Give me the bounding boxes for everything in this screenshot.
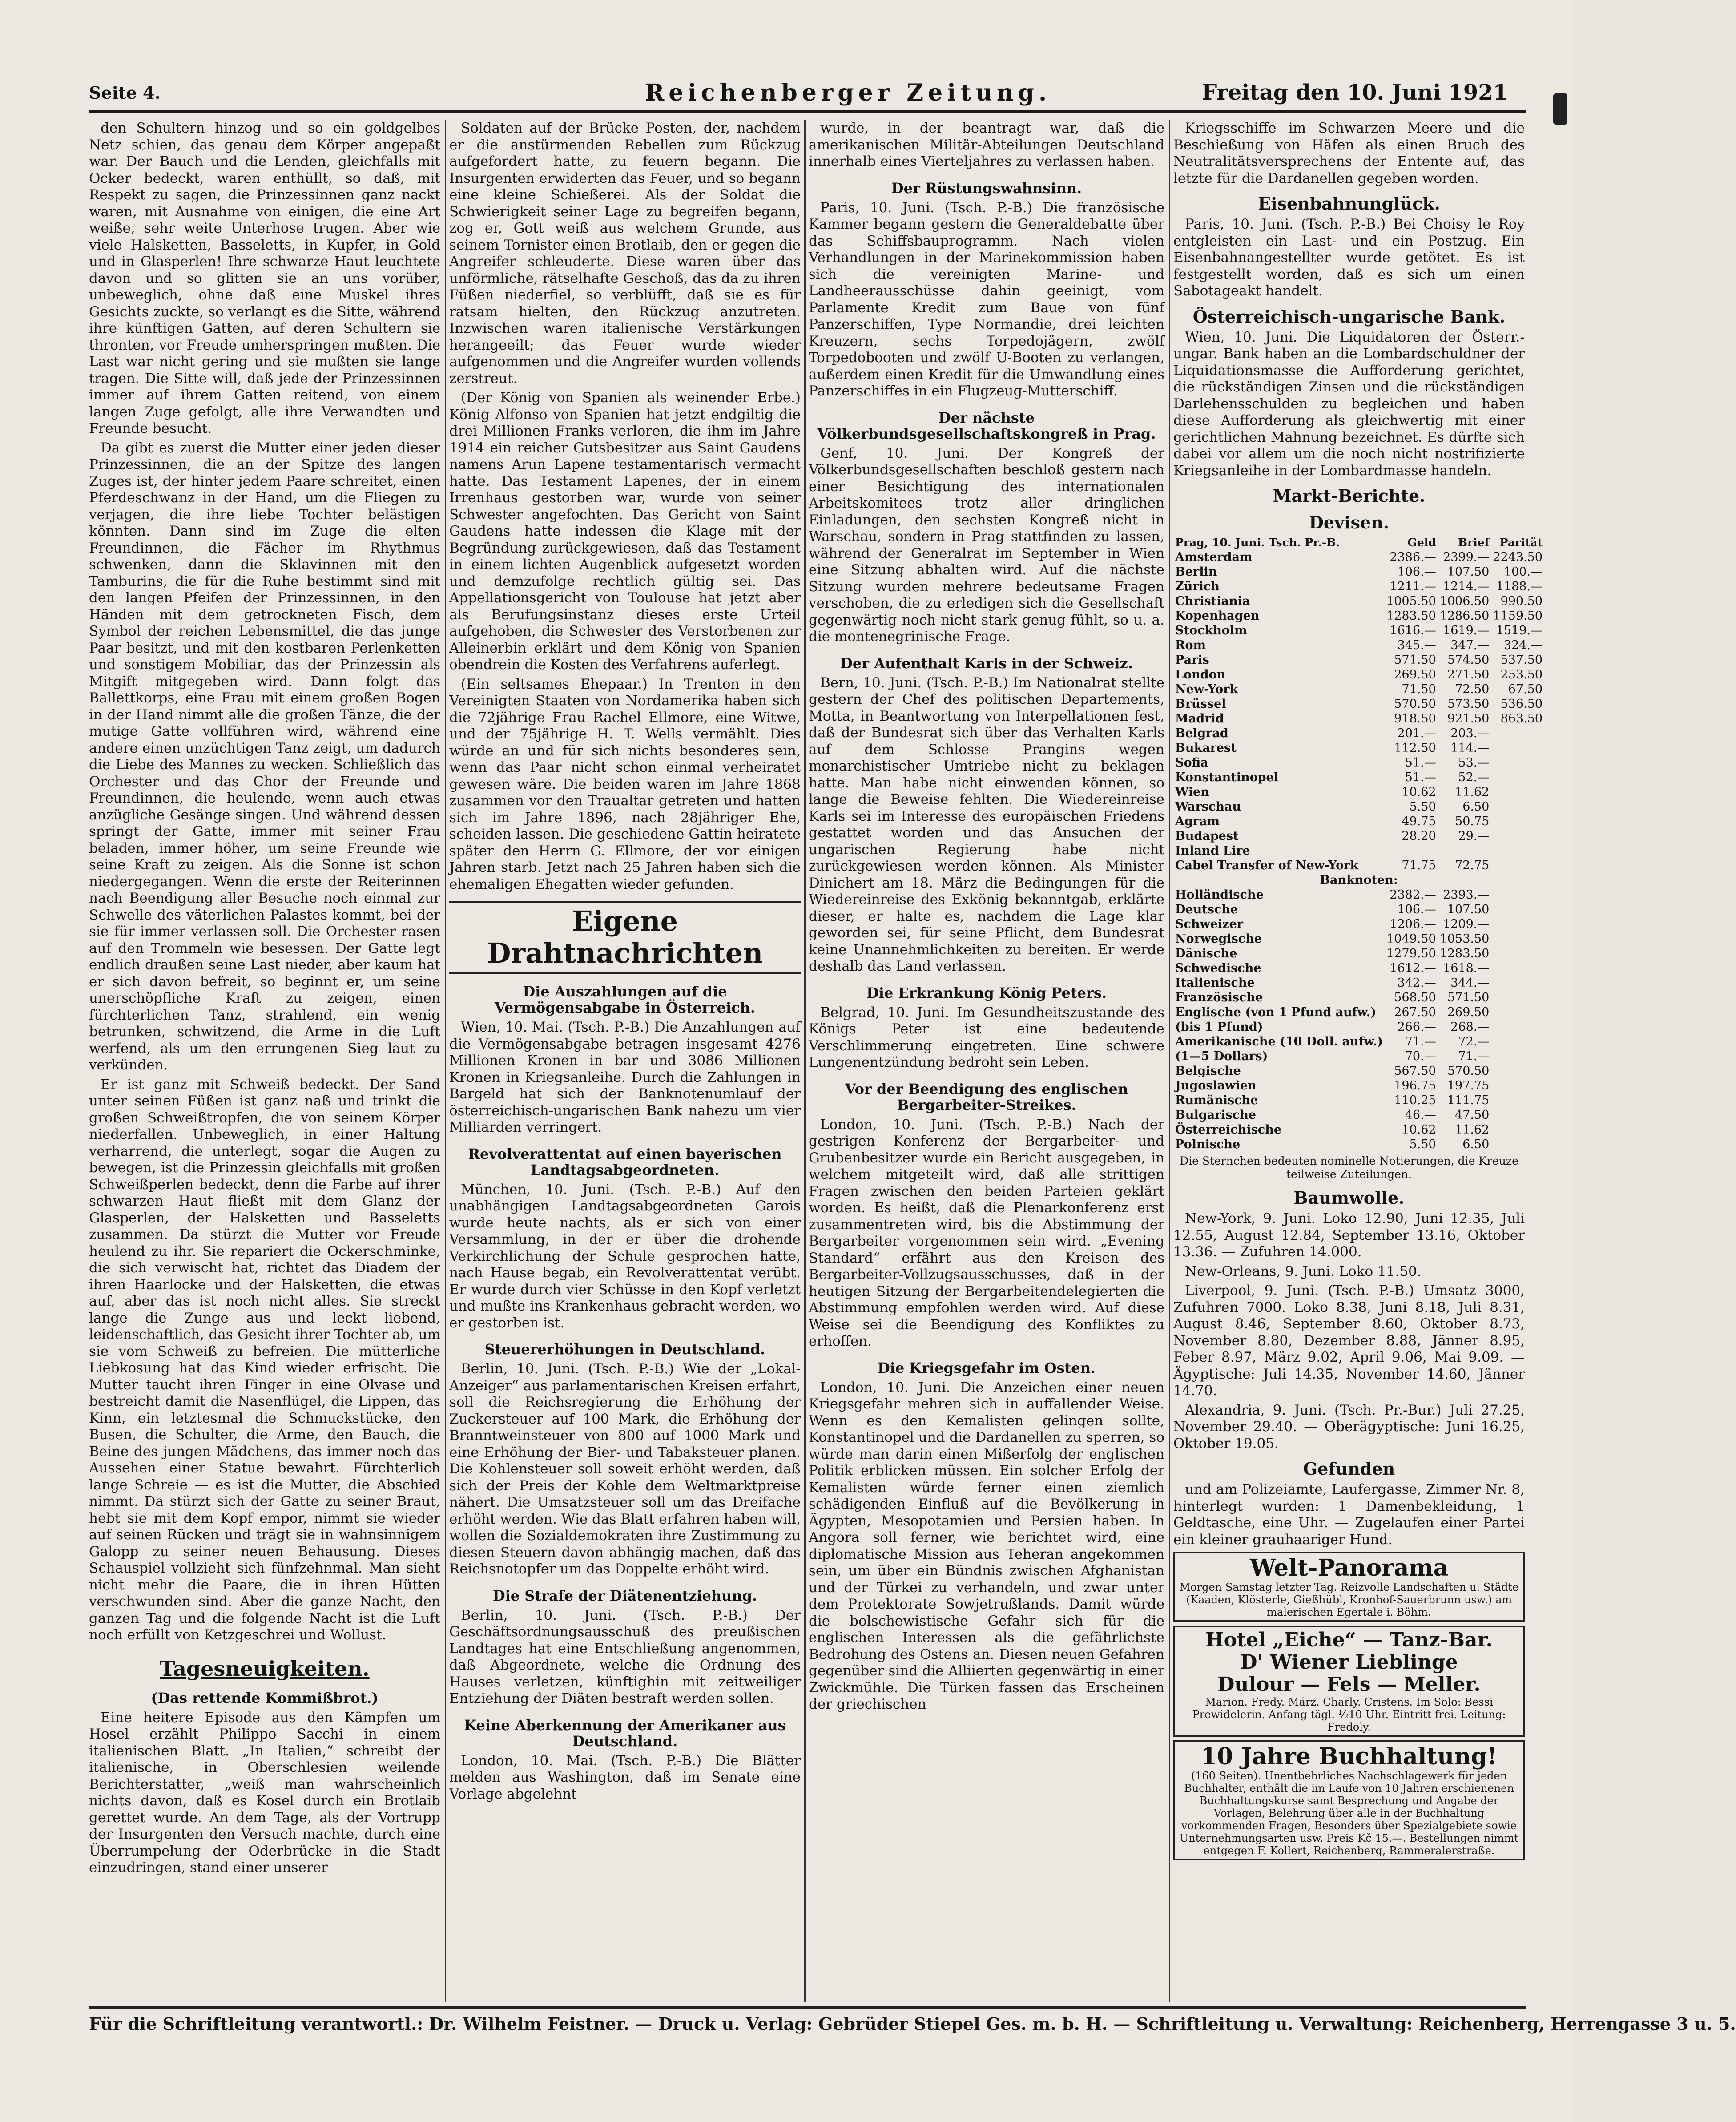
newspaper-title: Reichenberger Zeitung. [645,79,1051,106]
currency-rows [1173,550,1544,873]
table-row [1173,594,1544,609]
rate-cell: 1279.50 [1386,947,1436,960]
rate-cell: 921.50 [1447,712,1490,726]
article-heading: Baumwolle. [1293,1188,1405,1208]
rate-cell: 203.— [1450,726,1490,740]
ad-title: Welt-Panorama [1249,1554,1449,1581]
article-text: Berlin, 10. Juni. (Tsch. P.-B.) Wie der „Lokal-Anzeiger“ aus parlamentarischen Kreisen erfahrt, soll die Reichsregierung die Erhöhung der Zuckersteuer auf 100 Mark, die Erhöhung der Branntweinsteuer von 800 auf 1000 Mark und eine Erhöhung der Bier- und Tabaksteuer planen. Die Kohlensteuer soll soweit erhöht werden, daß sich der Preis der Kohle dem Weltmarktpreise nähert. Die Umsatzsteuer soll um das Dreifache erhöht werden. Wie das Blatt erfahren haben will, wollen die Sozialdemokraten ihre Zustimmung zu diesen Steuern davon abhängig machen, daß das Reichsnotopfer um das Doppelte erhöht wird. [449,1361,801,1577]
table-row [1173,741,1544,755]
rate-cell: 918.50 [1394,712,1436,726]
article-text: wurde, in der beantragt war, daß die amerikanischen Militär-Abteilungen Deutschland innerhalb eines Vierteljahres zu verlassen haben. [809,120,1164,169]
rate-cell: 567.50 [1394,1064,1436,1078]
rate-cell: 1286.50 [1439,609,1490,623]
row-label: Stockholm [1175,624,1247,637]
table-row [1173,697,1544,711]
section-heading: Eigene Drahtnachrichten [449,901,801,974]
rate-cell: 51.— [1405,771,1436,784]
rate-cell: 72.75 [1455,859,1490,872]
article-heading: Vor der Beendigung des englischen Bergarbeiter-Streikes. [845,1080,1128,1113]
table-caption: Prag, 10. Juni. Tsch. Pr.-B. [1175,536,1340,549]
section-heading: Markt-Berichte. [1273,486,1426,506]
ad-line: Dulour — Fels — Meller. [1217,1673,1481,1696]
page-edge-tab-icon [1553,93,1567,125]
column-2 [449,120,801,2002]
row-label: Französische [1175,991,1263,1005]
rate-cell: 49.75 [1402,815,1436,828]
article-text: Belgrad, 10. Juni. Im Gesundheitszustande des Königs Peter ist eine bedeutende Verschlimmerung eingetreten. Eine schwere Lungenentzündung bedroht sein Leben. [809,1004,1164,1070]
article-heading: Der Rüstungswahnsinn. [891,179,1082,197]
article-heading: Gefunden [1303,1459,1395,1479]
rate-cell: 863.50 [1500,712,1543,726]
rate-cell [1491,829,1544,843]
table-row [1173,1005,1544,1020]
rate-cell: 344.— [1450,976,1490,990]
table-row [1173,653,1544,667]
rate-cell: 11.62 [1455,1123,1490,1137]
table-row [1173,609,1544,623]
rate-cell: 570.50 [1447,1064,1490,1078]
article-text: Bern, 10. Juni. (Tsch. P.-B.) Im Nationalrat stellte gestern der Chef des politischen Departements, Motta, in Beantwortung von Interpellationen fest, daß der Bundesrat sich über das Verhalten Karls auf dem Schlosse Prangins wegen monarchistischer Umtriebe nicht zu beklagen hatte. Man habe nicht einwenden können, so lange die Beweise fehlten. Die Wiedereinreise Karls sei im Interesse des europäischen Friedens gestattet worden und das Ansuchen der ungarischen Regierung habe nicht zurückgewiesen werden können. Als Minister Dinichert am 18. März die Bedingungen für die Wiedereinreise des Exkönig bekanntgab, erklärte dieser, er halte es, nachdem die Lage klar geworden sei, für seine Pflicht, dem Bundesrat keine Unannehmlichkeiten zu bereiten. Er werde deshalb das Land verlassen. [809,674,1164,974]
rate-cell: 53.— [1458,756,1490,770]
rate-cell: 1049.50 [1386,932,1436,946]
rate-cell: 1283.50 [1386,609,1436,623]
table-row [1173,799,1544,814]
rate-cell: 71.50 [1402,682,1436,696]
rate-cell: 52.— [1458,771,1490,784]
rate-cell: 342.— [1397,976,1436,990]
article-heading: Steuererhöhungen in Deutschland. [484,1341,765,1358]
rate-cell: 106.— [1397,903,1436,916]
row-label: Zürich [1175,580,1220,593]
rate-cell: 1006.50 [1439,594,1490,608]
article-text: (Der König von Spanien als weinender Erbe.) König Alfonso von Spanien hat jetzt endgiltig die drei Millionen Franks verloren, die ihm im Jahre 1914 ein reicher Gutsbesitzer aus Saint Gaudens namens Arun Lapene testamentarisch vermacht hatte. Das Testament Lapenes, der in einem Irrenhaus gestorben war, wurde von seiner Schwester angefochten. Das Gericht von Saint Gaudens hatte indessen die Klage mit der Begründung zurückgewiesen, daß das Testament in einem lichten Augenblick aufgesetzt worden und demzufolge rechtlich gültig sei. Das Appellationsgericht von Toulouse hat jetzt aber als Berufungsinstanz dieses erste Urteil aufgehoben, die Schwester des Verstorbenen zur Alleinerbin erklärt und dem König von Spanien obendrein die Kosten des Verfahrens auferlegt. [449,390,801,673]
advertisement-bookkeeping [1173,1740,1525,1860]
ad-text: (160 Seiten). Unentbehrliches Nachschlagewerk für jeden Buchhalter, enthält die im Laufe von 10 Jahren erschienenen Buchhaltungskurse samt Besprechung und Angabe der Vorlagen, Belehrung über alle in der Buchhaltung vorkommenden Fragen, Besonders über Spezialgebiete sowie Unternehmungsarten usw. Preis Kč 15.—. Bestellungen nimmt entgegen F. Kollert, Reichenberg, Rammeralerstraße. [1180,1770,1518,1857]
table-row [1173,1108,1544,1122]
rate-cell [1438,843,1491,858]
rate-cell: 196.75 [1394,1079,1436,1093]
rate-cell: 1159.50 [1493,609,1543,623]
ad-line: Hotel „Eiche“ — Tanz-Bar. [1205,1629,1493,1651]
rate-cell: 1283.50 [1439,947,1490,960]
row-label: Deutsche [1175,903,1238,916]
rate-cell: 1619.— [1443,624,1490,637]
rate-cell: 114.— [1450,741,1490,755]
rate-cell: 1612.— [1390,961,1436,975]
table-row [1173,1049,1544,1064]
row-label: Englische (von 1 Pfund aufw.) [1175,1005,1377,1019]
article-text: Paris, 10. Juni. (Tsch. P.-B.) Die französische Kammer begann gestern die Generaldebatte über das Schiffsbauprogramm. Nach vielen Verhandlungen in der Marinekommission haben sich die vereinigten Marine- und Landheerausschüsse dahin geeinigt, vom Parlamente Kredit zum Baue von fünf Panzerschiffen, Type Normandie, drei leichten Kreuzern, sechs Torpedojägern, zwölf Torpedobooten und zwölf U-Booten zu verlangen, außerdem einen Kredit für die Umwandlung eines Panzerschiffes in ein Flugzeug-Mutterschiff. [809,199,1164,399]
rate-cell: 570.50 [1394,697,1436,711]
table-row [1173,579,1544,594]
subsection-heading: Devisen. [1309,512,1390,533]
rate-cell [1491,799,1544,814]
rate-cell: 267.50 [1394,1005,1436,1019]
table-header: Brief [1458,536,1490,549]
rate-cell: 266.— [1397,1020,1436,1034]
rate-cell: 71.— [1458,1049,1490,1063]
article-heading: Die Erkrankung König Peters. [866,984,1107,1001]
table-row [1173,1034,1544,1049]
rate-cell [1385,843,1438,858]
row-label: Polnische [1175,1138,1241,1151]
article-text: London, 10. Juni. (Tsch. P.-B.) Nach der gestrigen Konferenz der Bergarbeiter- und Grubenbesitzer wurde ein Bericht ausgegeben, in welchem mitgeteilt wird, daß alle strittigen Fragen zwischen den beiden Parteien geklärt worden. Es heißt, daß die Plenarkonferenz erst zusammentreten wird, bis die Abstimmung der Bergarbeiter vorgenommen sein wird. „Evening Standard“ erfährt aus den Kreisen des Bergarbeiter-Vollzugsausschusses, daß in der heutigen Sitzung der Bergarbeitendelegierten die Abstimmung empfohlen werden wird. Auf diese Weise sei die Beendigung des Konfliktes zu erhoffen. [809,1116,1164,1349]
rate-cell: 11.62 [1455,785,1490,799]
ad-text: Marion. Fredy. März. Charly. Cristens. Im Solo: Bessi Prewidelerin. Anfang tägl. ½10 Uhr. Eintritt frei. Leitung: Fredoly. [1192,1696,1506,1733]
row-label: Budapest [1175,829,1239,843]
article-text: und am Polizeiamte, Laufergasse, Zimmer Nr. 8, hinterlegt wurden: 1 Damenbekleidung, 1 Geldtasche, eine Uhr. — Zugelaufen einer Partei ein kleiner grauhaariger Hund. [1173,1481,1525,1548]
rate-cell: 1188.— [1496,580,1543,593]
table-header: Geld [1407,536,1436,549]
article-heading: (Das rettende Kommißbrot.) [151,1689,379,1706]
rate-cell: 253.50 [1500,668,1543,682]
row-label: Rom [1175,638,1206,652]
article-text: Eine heitere Episode aus den Kämpfen um Hosel erzählt Philippo Sacchi in einem italienischen Blatt. „In Italien,“ schreibt der italienische, in Oberschlesien weilende Berichterstatter, „weiß man wahrscheinlich nichts davon, daß es Kosel durch ein Brotlaib gerettet wurde. An dem Tage, als der Vortrupp der Insurgenten den Versuch machte, durch eine Überrumpelung der Oderbrücke in die Stadt einzudringen, stand einer unserer [89,1709,440,1876]
rate-cell: 50.75 [1455,815,1490,828]
rate-cell: 110.25 [1394,1093,1436,1107]
rate-cell: 574.50 [1447,653,1490,667]
table-row [1173,770,1544,785]
column-rule [1169,120,1170,2002]
table-row [1173,961,1544,976]
row-label: Cabel Transfer of New-York [1175,859,1359,872]
rate-cell [1491,843,1544,858]
rate-cell: 990.50 [1500,594,1543,608]
rate-cell: 347.— [1450,638,1490,652]
table-row [1173,902,1544,917]
rate-cell: 28.20 [1402,829,1436,843]
table-footnote: Die Sternchen bedeuten nominelle Notierungen, die Kreuze teilweise Zuteilungen. [1180,1154,1518,1181]
rate-cell: 111.75 [1447,1093,1490,1107]
table-header: Parität [1499,536,1543,549]
rate-cell [1491,741,1544,755]
rate-cell: 271.50 [1447,668,1490,682]
row-label: Paris [1175,653,1209,667]
row-label: Madrid [1175,712,1224,726]
rate-cell: 1519.— [1496,624,1543,637]
rate-cell: 571.50 [1394,653,1436,667]
row-label: Kopenhagen [1175,609,1260,623]
section-heading: Tagesneuigkeiten. [160,1656,370,1681]
row-label: Jugoslawien [1175,1079,1257,1093]
table-row [1173,1020,1544,1034]
article-text: New-Orleans, 9. Juni. Loko 11.50. [1185,1263,1422,1279]
article-text: (Ein seltsames Ehepaar.) In Trenton in den Vereinigten Staaten von Nordamerika haben sich die 72jährige Frau Rachel Ellmore, eine Witwe, und der 75jährige H. T. Wells vermählt. Dies würde an und für sich nichts besonderes sein, wenn das Paar nicht schon einmal verheiratet gewesen wäre. Die beiden waren im Jahre 1868 zusammen vor den Traualtar getreten und hatten sich im Jahre 1896, nach 28jähriger Ehe, scheiden lassen. Die geschiedene Gattin heiratete später den Herrn G. Ellmore, der vor einigen Jahren starb. Jetzt nach 25 Jahren haben sich die ehemaligen Ehegatten wieder gefunden. [449,676,801,892]
table-row [1173,888,1544,902]
rate-cell [1491,726,1544,741]
article-text: den Schultern hinzog und so ein goldgelbes Netz schien, das genau dem Körper angepaßt war. Der Bauch und die Lenden, gleichfalls mit Ocker bedeckt, waren enthüllt, so daß, mit Respekt zu sagen, die Prinzessinnen ganz nackt waren, mit Ausnahme von einigen, die eine Art weiße, sehr weite Unterhose trugen. Aber wie viele Halsketten, Basseletts, in Kupfer, in Gold und in Glasperlen! Ihre schwarze Haut leuchtete davon und so glitten sie an uns vorüber, unbeweglich, ohne daß eine Muskel ihres Gesichts zuckte, so verlangt es die Sitte, während ihre künftigen Gatten, auf deren Schultern sie thronten, vor Freude umherspringen mußten. Die Last war nicht gering und sie mußten sie lange tragen. Die Sitte will, daß jede der Prinzessinnen immer auf ihrem Gatten reitend, von einem langen Zuge gefolgt, alle ihre Verwandten und Freunde besucht. [89,120,440,436]
rate-cell: 107.50 [1447,565,1490,579]
article-heading: Die Strafe der Diätenentziehung. [492,1587,757,1604]
row-label: Inland Lire [1175,844,1250,858]
rate-cell: 46.— [1405,1108,1436,1122]
table-row [1173,829,1544,843]
row-label: Amsterdam [1175,550,1253,564]
article-heading: Die Kriegsgefahr im Osten. [877,1359,1096,1376]
article-text: Genf, 10. Juni. Der Kongreß der Völkerbundsgesellschaften beschloß gestern nach einer Besichtigung des internationalen Arbeitskomitees trotz aller dringlichen Einladungen, den sechsten Kongreß nicht in Warschau, sondern in Prag stattfinden zu lassen, während der Generalrat im September in Wien eine Sitzung abhalten wird. Auf die nächste Sitzung wurden mehrere bedeutsame Fragen verschoben, die zu erledigen sich die Gesellschaft gegenwärtig noch nicht stark genug fühlt, so u. a. die montenegrinische Frage. [809,445,1164,645]
currency-table [1173,535,1544,1152]
advertisement-hotel [1173,1626,1525,1737]
article-text: Liverpool, 9. Juni. (Tsch. P.-B.) Umsatz 3000, Zufuhren 7000. Loko 8.38, Juni 8.18, Juli 8.31, August 8.46, September 8.60, Oktober 8.73, November 8.80, Dezember 8.88, Jänner 8.95, Feber 8.97, März 9.02, April 9.06, Mai 9.09. — Ägyptische: Juli 14.35, November 14.60, Jänner 14.70. [1173,1283,1525,1399]
rate-cell: 71.75 [1402,859,1436,872]
article-text: Wien, 10. Mai. (Tsch. P.-B.) Die Anzahlungen auf die Vermögensabgabe betragen insgesamt 4276 Millionen Kronen in bar und 3086 Millionen Kronen in Kriegsanleihe. Durch die Zahlungen in Bargeld hat sich der Banknotenumlauf der österreichisch-ungarischen Bank nahezu um vier Milliarden verringert. [449,1019,801,1135]
table-row [1173,858,1544,873]
row-label: Österreichische [1175,1123,1282,1137]
rate-cell: 1209.— [1443,917,1490,931]
row-label: Italienische [1175,976,1255,990]
article-text: Berlin, 10. Juni. (Tsch. P.-B.) Der Geschäftsordnungsausschuß des preußischen Landtages hat eine Entschließung angenommen, daß Abgeordnete, welche die Ordnung des Hauses verletzen, künftighin mit zeitweiliger Entziehung der Diäten bestraft werden sollen. [449,1607,801,1706]
column-rule [804,120,806,2002]
rate-cell: 2382.— [1390,888,1436,902]
article-heading: Der Aufenthalt Karls in der Schweiz. [840,654,1133,672]
column-rule [445,120,446,2002]
row-label: (1—5 Dollars) [1175,1049,1268,1063]
article-text: Alexandria, 9. Juni. (Tsch. Pr.-Bur.) Juli 27.25, November 29.40. — Oberägyptische: Juni 16.25, Oktober 19.05. [1173,1402,1525,1452]
rate-cell: 5.50 [1409,800,1436,814]
row-label: London [1175,668,1226,682]
rate-cell: 345.— [1397,638,1436,652]
rate-cell: 5.50 [1409,1138,1436,1151]
rate-cell: 1005.50 [1386,594,1436,608]
table-row [1173,990,1544,1005]
row-label: Amerikanische (10 Doll. aufw.) [1175,1035,1383,1049]
row-label: Bulgarische [1175,1108,1257,1122]
row-label: Norwegische [1175,932,1262,946]
rate-cell: 201.— [1397,726,1436,740]
table-row [1173,1122,1544,1137]
rate-cell: 2386.— [1390,550,1436,564]
table-row [1173,946,1544,961]
article-text: Soldaten auf der Brücke Posten, der, nachdem er die anstürmenden Rebellen zum Rückzug aufgefordert hatte, zu feuern begann. Die Insurgenten erwiderten das Feuer, und so begann eine kleine Schießerei. Als der Soldat die Schwierigkeit seiner Lage zu begreifen begann, zog er, Gott weiß aus welchem Grunde, aus seinem Tornister einen Brotlaib, den er gegen die Angreifer schleuderte. Diese waren über das unförmliche, rätselhafte Geschoß, das da zu ihren Füßen niederfiel, so verblüfft, daß sie es für ratsam hielten, den Rückzug anzutreten. Inzwischen waren italienische Verstärkungen herangeeilt; das Feuer wurde wieder aufgenommen und die Angreifer wurden vollends zerstreut. [449,120,801,387]
article-heading: Österreichisch-ungarische Bank. [1192,306,1506,327]
table-row [1173,1137,1544,1152]
article-heading: Der nächste Völkerbundsgesellschaftskongreß in Prag. [817,409,1156,442]
article-text: New-York, 9. Juni. Loko 12.90, Juni 12.35, Juli 12.55, August 12.84, September 13.16, Oktober 13.36. — Zufuhren 14.000. [1173,1210,1525,1260]
rate-cell: 1053.50 [1439,932,1490,946]
article-text: London, 10. Mai. (Tsch. P.-B.) Die Blätter melden aus Washington, daß im Senate eine Vorlage abgelehnt [449,1752,801,1802]
article-text: München, 10. Juni. (Tsch. P.-B.) Auf den unabhängigen Landtagsabgeordneten Garois wurde heute nachts, als er sich von einer Versammlung, in der er über die drohende Verkirchlichung der Schule gesprochen hatte, nach Hause begab, ein Revolverattentat verübt. Er wurde durch vier Schüsse in den Kopf verletzt und mußte ins Krankenhaus gebracht werden, wo er gestorben ist. [449,1181,801,1331]
ad-title: 10 Jahre Buchhaltung! [1200,1743,1498,1770]
row-label: Schweizer [1175,917,1243,931]
column-4 [1173,120,1543,2002]
rate-cell: 10.62 [1402,1123,1436,1137]
row-label: Agram [1175,815,1220,828]
rate-cell: 72.— [1458,1035,1490,1049]
row-label: Konstantinopel [1175,771,1278,784]
table-row [1173,682,1544,697]
row-label: Schwedische [1175,961,1261,975]
table-row [1173,843,1544,858]
row-label: Belgrad [1175,726,1228,740]
table-row [1173,726,1544,741]
article-text: Er ist ganz mit Schweiß bedeckt. Der Sand unter seinen Füßen ist ganz naß und trinkt die großen Schweißtropfen, die von seinem Körper niederfallen. Unbeweglich, in einer Haltung verharrend, die unterlegt, sogar die Augen zu bewegen, ist die Prinzessin gleichfalls mit großen Schweißperlen bedeckt, denn die Farbe auf ihrer schwarzen Haut fließt mit dem Glanz der Glasperlen, der Halsketten und Basseletts zusammen. Da stürzt die Mutter vor Freude heulend zu ihr. Sie repariert die Ockerschminke, die sich verwischt hat, richtet das Diadem der ihren Haarlocke und der Halsketten, die etwas auf, aber das ist noch nicht alles. Sie streckt lange die Zunge aus und leckt liebend, leidenschaftlich, das Gesicht ihrer Tochter ab, um sie vom Schweiß zu befreien. Die mütterliche Liebkosung hat das Kind wieder erfrischt. Die Mutter taucht ihren Finger in eine Olvase und bestreicht damit die Nasenflügel, die Lippen, das Kinn, ein letztesmal die Schmuckstücke, den Busen, die Schulter, die Arme, den Bauch, die Beine des jungen Mädchens, das immer noch das Aussehen einer Statue bewahrt. Fürchterlich lange Schreie — es ist die Mutter, die Abschied nimmt. Da stürzt sich der Gatte zu seiner Braut, hebt sie mit dem Kopf empor, nimmt sie wieder auf seinen Rücken und trägt sie in wahnsinnigem Galopp zu seiner neuen Behausung. Dieses Schauspiel vollzieht sich fünfzehnmal. Man sieht nicht mehr die Paare, die in ihren Hütten verschwunden sind. Aber die ganze Nacht, den ganzen Tag und die folgende Nacht ist die Luft noch erfüllt von Ketzgeschrei und Wollust. [89,1076,440,1643]
row-label: Rumänische [1175,1093,1258,1107]
row-label: Warschau [1175,800,1241,814]
rate-cell [1491,858,1544,873]
table-row [1173,565,1544,579]
article-text: Kriegsschiffe im Schwarzen Meere und die Beschießung von Häfen als einen Bruch des Neutralitätsversprechens der Entente auf, das letzte für die Dardanellen gegeben worden. [1173,120,1525,186]
row-label: Wien [1175,785,1209,799]
table-row [1173,1064,1544,1078]
rate-cell: 29.— [1458,829,1490,843]
rate-cell [1491,785,1544,799]
row-label: Dänische [1175,947,1237,960]
table-row [1173,550,1544,565]
article-text: Da gibt es zuerst die Mutter einer jeden dieser Prinzessinnen, die an der Spitze des langen Zuges ist, der hinter jedem Paare schreitet, einen Pferdeschwanz in der Hand, um die Fliegen zu verjagen, die ihre liebe Tochter belästigen könnten. Dann sind im Zuge die elten Freundinnen, die Fächer im Rhythmus schwenken, dann die Sklavinnen mit den Tamburins, die für die Ruhe bestimmt sind mit den langen Pfeifen der Prinzessinnen, in den Händen mit dem getrockneten Fisch, dem Symbol der reichen Lebensmittel, die das junge Paar besitzt, und mit den kostbaren Perlenketten und sonstigem Mobiliar, das der Prinzessin als Mitgift mitgegeben wird. Dann folgt das Ballettkorps, eine Frau mit einem großen Bogen in der Hand nimmt alle die großen Tänze, die der mutige Gatte vollführen wird, während eine andere einen unzüchtigen Tanz zeigt, um dadurch die Liebe des Mannes zu wecken. Schließlich das Orchester und das Chor der Freunde und Freundinnen, die heulende, wenn auch etwas anzügliche Gesänge singen. Und während dessen springt der Gatte, immer mit seiner Frau beladen, immer höher, um seine Freunde wie seine Kraft zu zeigen. Als die Sonne ist schon niedergegangen. Wenn die erste der Reiterinnen nach Beendigung aller Besuche noch einmal zur Schwelle des väterlichen Palastes kommt, bei der sie für immer verlassen soll. Die Orchester rasen auf den Trommeln wie besessen. Der Gatte legt endlich draußen seine Last nieder, aber kaum hat er sich davon befreit, so beginnt er, um seine unerschöpfliche Kraft zu zeigen, einen fürchterlichen Tanz, strahlend, ein wenig betrunken, schwitzend, die Arme in die Luft werfend, als um den errungenen Sieg laut zu verkünden. [89,440,440,1073]
rate-cell: 1214.— [1443,580,1490,593]
table-row [1173,667,1544,682]
rate-cell [1491,770,1544,785]
row-label: Christiania [1175,594,1250,608]
row-label: Bukarest [1175,741,1237,755]
rate-cell: 571.50 [1447,991,1490,1005]
advertisement-panorama [1173,1552,1525,1622]
rate-cell: 6.50 [1462,800,1490,814]
article-text: Wien, 10. Juni. Die Liquidatoren der Österr.-ungar. Bank haben an die Lombardschuldner der Liquidationsmasse die Aufforderung gerichtet, die rückständigen Zinsen und die rückständigen Darlehensschulden zu begleichen und haben diese Aufforderung als gleichwertig mit einer gerichtlichen Mahnung bezeichnet. Es dürfte sich dabei vor allem um die noch nicht nostrifizierte Kriegsanleihe in der Lombardmasse handeln. [1173,329,1525,479]
banknotes-heading: Banknoten: [1320,873,1398,887]
rate-cell [1491,814,1544,829]
rate-cell: 268.— [1450,1020,1490,1034]
rate-cell: 536.50 [1500,697,1543,711]
article-heading: Die Auszahlungen auf die Vermögensabgabe in Österreich. [494,983,756,1016]
rate-cell: 1211.— [1390,580,1436,593]
rate-cell: 112.50 [1394,741,1436,755]
table-row [1173,932,1544,946]
ad-line: D' Wiener Lieblinge [1240,1651,1458,1674]
ad-text: Morgen Samstag letzter Tag. Reizvolle Landschaften u. Städte (Kaaden, Klösterle, Gießhübl, Kronhof-Sauerbrunn usw.) am malerischen Egertale i. Böhm. [1179,1581,1519,1618]
table-row [1173,976,1544,990]
row-label: Belgische [1175,1064,1241,1078]
table-row [1173,785,1544,799]
article-text: London, 10. Juni. Die Anzeichen einer neuen Kriegsgefahr mehren sich in auffallender Weise. Wenn es den Kemalisten gelingen sollte, Konstantinopel und die Dardanellen zu sperren, so würde man darin einen Mißerfolg der englischen Politik erblicken müssen. Ein solcher Erfolg der Kemalisten würde ferner einen ziemlich schädigenden Einfluß auf die Bevölkerung in Ägypten, Mesopotamien und Persien haben. In Angora soll ferner, wie berichtet wird, eine diplomatische Mission aus Teheran angekommen sein, um über ein Bündnis zwischen Afghanistan und der Türkei zu verhandeln, und zwar unter dem Protektorate Sowjetrußlands. Damit würde die bolschewistische Gefahr sich für die englischen Interessen als die gefährlichste Bedrohung des Ostens an. Diesen neuen Gefahren gegenüber sind die Alliierten gegenwärtig in einer Zwickmühle. Die Türken fassen das Erscheinen der griechischen [809,1379,1164,1712]
masthead [89,79,1526,113]
rate-cell: 568.50 [1394,991,1436,1005]
rate-cell: 197.75 [1447,1079,1490,1093]
rate-cell: 100.— [1503,565,1543,579]
rate-cell: 70.— [1405,1049,1436,1063]
column-3 [809,120,1164,2002]
imprint-footer: Für die Schriftleitung verantwortl.: Dr. Wilhelm Feistner. — Druck u. Verlag: Gebrüder Stiepel Ges. m. b. H. — Schriftleitung u. Verwaltung: Reichenberg, Herrengasse 3 u. 5. [89,2006,1526,2034]
rate-cell: 324.— [1503,638,1543,652]
row-label: (bis 1 Pfund) [1175,1020,1263,1034]
rate-cell: 106.— [1397,565,1436,579]
rate-cell: 1616.— [1390,624,1436,637]
table-row [1173,1093,1544,1108]
rate-cell: 269.50 [1447,1005,1490,1019]
article-heading: Eisenbahnunglück. [1258,194,1440,214]
rate-cell: 2393.— [1443,888,1490,902]
article-text: Paris, 10. Juni. (Tsch. P.-B.) Bei Choisy le Roy entgleisten ein Last- und ein Postzug. Ein Eisenbahnangestellter wurde getötet. Es ist festgestellt worden, daß es sich um einen Sabotageakt handelt. [1173,216,1525,299]
article-heading: Keine Aberkennung der Amerikaner aus Deutschland. [464,1716,786,1750]
row-label: Sofia [1175,756,1208,770]
rate-cell: 51.— [1405,756,1436,770]
table-row [1173,638,1544,653]
rate-cell: 1618.— [1443,961,1490,975]
rate-cell: 10.62 [1402,785,1436,799]
rate-cell: 2243.50 [1493,550,1543,564]
rate-cell: 269.50 [1394,668,1436,682]
rate-cell: 537.50 [1500,653,1543,667]
table-row [1173,814,1544,829]
table-row [1173,1078,1544,1093]
rate-cell: 6.50 [1462,1138,1490,1151]
rate-cell: 1206.— [1390,917,1436,931]
table-row [1173,755,1544,770]
row-label: Brüssel [1175,697,1226,711]
rate-cell: 71.— [1405,1035,1436,1049]
rate-cell: 107.50 [1447,903,1490,916]
banknote-rows [1173,888,1544,1152]
rate-cell: 67.50 [1508,682,1543,696]
row-label: New-York [1175,682,1238,696]
table-row [1173,623,1544,638]
issue-date: Freitag den 10. Juni 1921 [1202,80,1508,105]
rate-cell: 72.50 [1455,682,1490,696]
column-1 [89,120,440,2002]
rate-cell [1491,755,1544,770]
rate-cell: 573.50 [1447,697,1490,711]
article-heading: Revolverattentat auf einen bayerischen Landtagsabgeordneten. [468,1145,782,1178]
row-label: Holländische [1175,888,1264,902]
rate-cell: 2399.— [1443,550,1490,564]
row-label: Berlin [1175,565,1217,579]
rate-cell: 47.50 [1455,1108,1490,1122]
table-row [1173,917,1544,932]
page-number: Seite 4. [89,83,161,103]
table-row [1173,711,1544,726]
